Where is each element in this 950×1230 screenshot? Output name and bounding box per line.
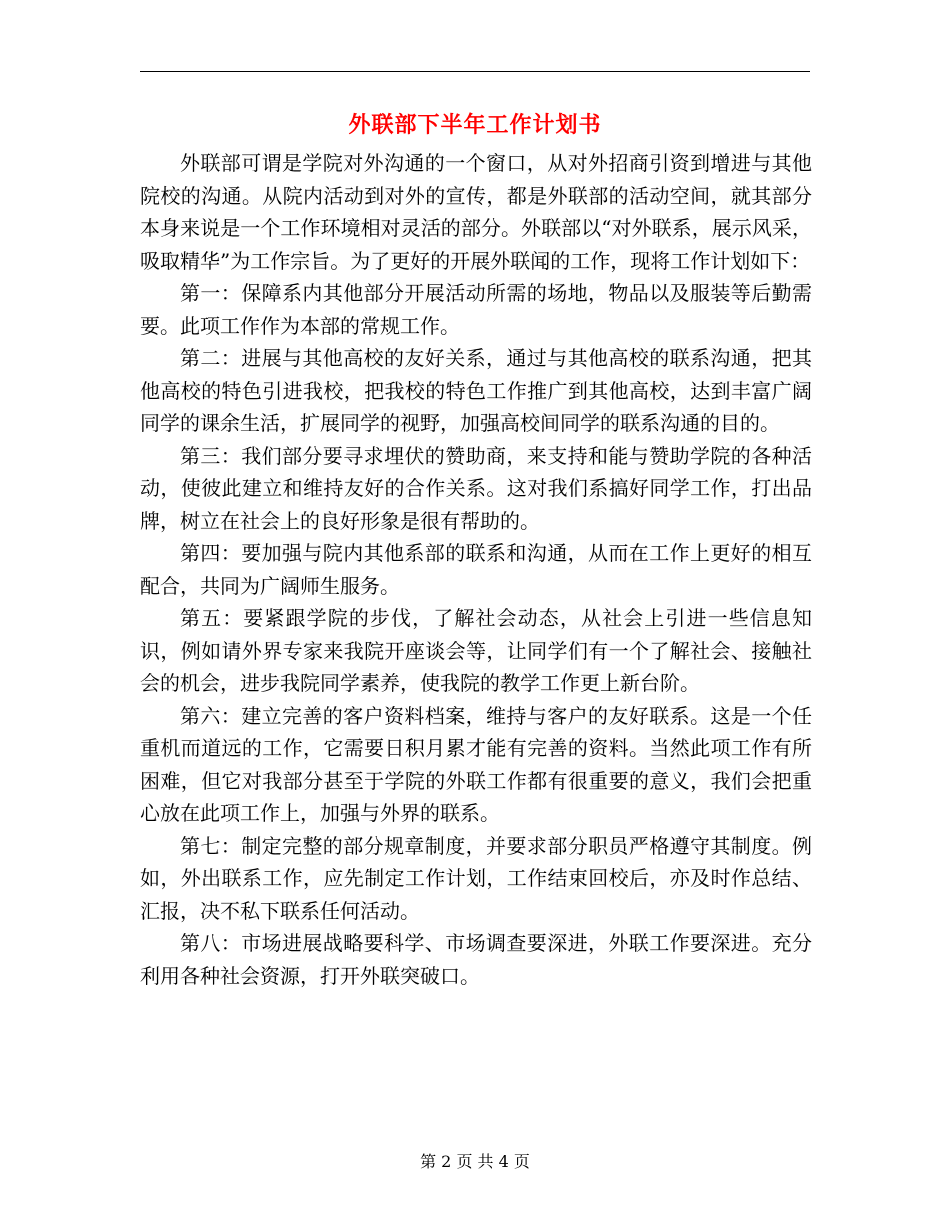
header-rule xyxy=(140,71,810,72)
paragraph-item-6: 第六：建立完善的客户资料档案，维持与客户的友好联系。这是一个任重机而道远的工作，它需要日积月累才能有完善的资料。当然此项工作有所困难，但它对我部分甚至于学院的外联工作都有很重要的意义，我们会把重心放在此项工作上，加强与外界的联系。 xyxy=(140,703,812,825)
paragraph-item-1: 第一：保障系内其他部分开展活动所需的场地，物品以及服装等后勤需要。此项工作作为本部的常规工作。 xyxy=(140,281,812,338)
paragraph-item-7: 第七：制定完整的部分规章制度，并要求部分职员严格遵守其制度。例如，外出联系工作，应先制定工作计划，工作结束回校后，亦及时作总结、汇报，决不私下联系任何活动。 xyxy=(140,833,812,923)
paragraph-intro: 外联部可谓是学院对外沟通的一个窗口，从对外招商引资到增进与其他院校的沟通。从院内活动到对外的宣传，都是外联部的活动空间，就其部分本身来说是一个工作环境相对灵活的部分。外联部以“对外联系，展示风采，吸取精华”为工作宗旨。为了更好的开展外联闻的工作，现将工作计划如下： xyxy=(140,151,812,273)
paragraph-item-4: 第四：要加强与院内其他系部的联系和沟通，从而在工作上更好的相互配合，共同为广阔师生服务。 xyxy=(140,541,812,598)
paragraph-item-2: 第二：进展与其他高校的友好关系，通过与其他高校的联系沟通，把其他高校的特色引进我校，把我校的特色工作推广到其他高校，达到丰富广阔同学的课余生活，扩展同学的视野，加强高校间同学的联系沟通的目的。 xyxy=(140,346,812,435)
paragraph-item-8: 第八：市场进展战略要科学、市场调查要深进，外联工作要深进。充分利用各种社会资源，打开外联突破口。 xyxy=(140,931,812,988)
page-number: 第 2 页 共 4 页 xyxy=(420,1152,530,1171)
paragraph-item-5: 第五：要紧跟学院的步伐，了解社会动态，从社会上引进一些信息知识，例如请外界专家来我院开座谈会等，让同学们有一个了解社会、接触社会的机会，进步我院同学素养，使我院的教学工作更上新台阶。 xyxy=(140,606,812,695)
document-title: 外联部下半年工作计划书 xyxy=(348,112,602,138)
document-body xyxy=(140,147,812,992)
paragraph-item-3: 第三：我们部分要寻求埋伏的赞助商，来支持和能与赞助学院的各种活动，使彼此建立和维持友好的合作关系。这对我们系搞好同学工作，打出品牌，树立在社会上的良好形象是很有帮助的。 xyxy=(140,443,812,533)
